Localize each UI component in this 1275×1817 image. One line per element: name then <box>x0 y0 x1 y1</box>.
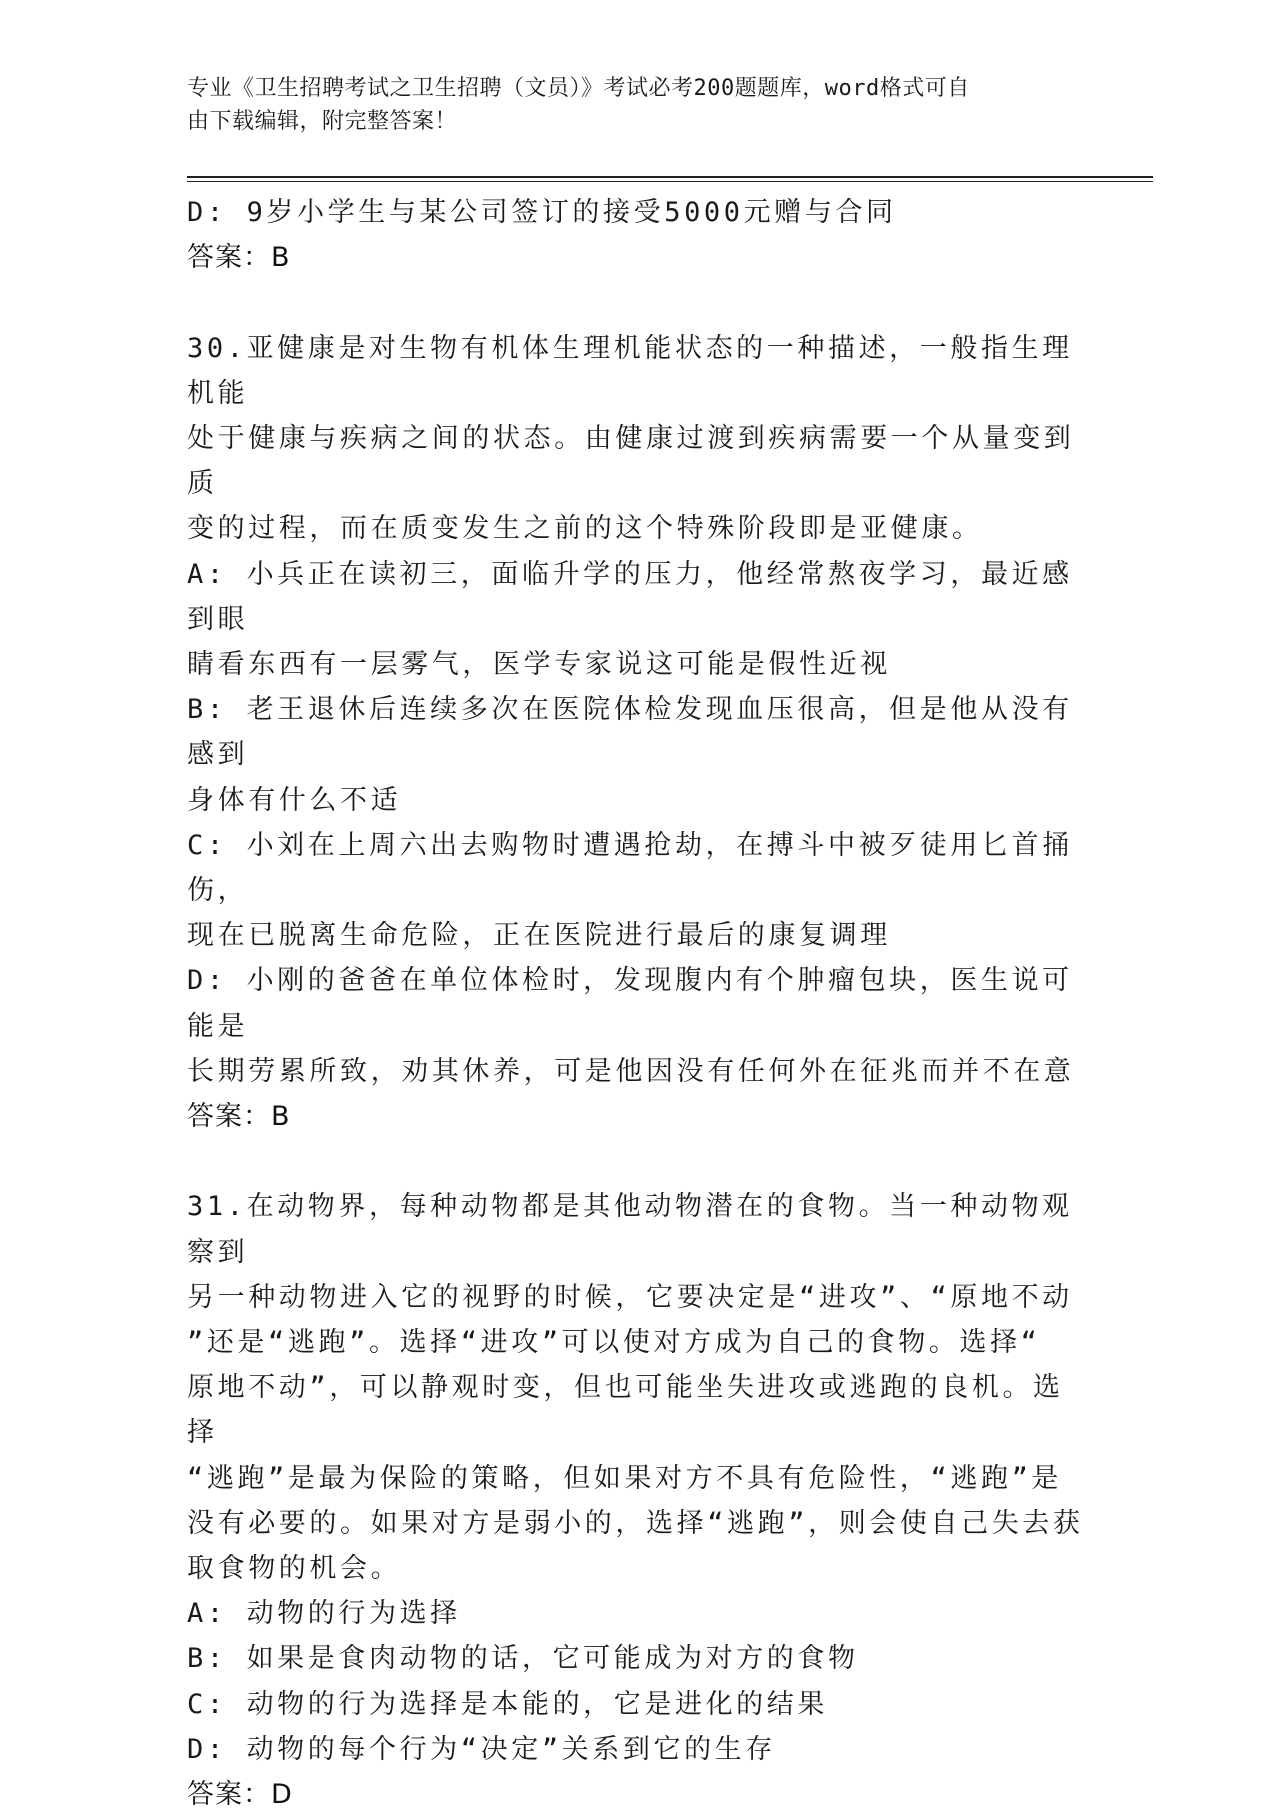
question-stem-line: 变的过程，而在质变发生之前的这个特殊阶段即是亚健康。 <box>187 513 983 545</box>
option-b: B: 老王退休后连续多次在医院体检发现血压很高，但是他从没有感到 <box>187 694 1073 771</box>
question-31 <box>187 1184 1087 1817</box>
question-spacer <box>187 280 1087 325</box>
answer-line: 答案：B <box>187 1101 291 1133</box>
option-d: D: 9岁小学生与某公司签订的接受5000元赠与合同 <box>187 197 897 228</box>
option-d-cont: 长期劳累所致，劝其休养，可是他因没有任何外在征兆而并不在意 <box>187 1055 1075 1087</box>
document-header <box>187 72 1067 138</box>
option-c-cont: 现在已脱离生命危险，正在医院进行最后的康复调理 <box>187 920 891 952</box>
option-b: B: 如果是食肉动物的话，它可能成为对方的食物 <box>187 1643 859 1675</box>
option-a: A: 小兵正在读初三，面临升学的压力，他经常熬夜学习，最近感到眼 <box>187 558 1073 635</box>
question-stem-line: 30.亚健康是对生物有机体生理机能状态的一种描述，一般指生理机能 <box>187 332 1073 409</box>
header-title-line-2: 由下载编辑，附完整答案！ <box>187 109 458 134</box>
header-rule-thin <box>187 181 1153 182</box>
header-title-line-1: 专业《卫生招聘考试之卫生招聘（文员）》考试必考200题题库，word格式可自 <box>187 76 970 101</box>
option-a-cont: 睛看东西有一层雾气，医学专家说这可能是假性近视 <box>187 649 891 681</box>
answer-line: 答案：D <box>187 1779 293 1811</box>
question-stem-line: 没有必要的。如果对方是弱小的，选择“逃跑”，则会使自己失去获 <box>187 1507 1084 1539</box>
option-b-cont: 身体有什么不适 <box>187 784 402 816</box>
document-body <box>187 190 1087 1817</box>
question-stem-line: “逃跑”是最为保险的策略，但如果对方不具有危险性，“逃跑”是 <box>187 1462 1063 1494</box>
question-spacer <box>187 1139 1087 1184</box>
option-d: D: 小刚的爸爸在单位体检时，发现腹内有个肿瘤包块，医生说可能是 <box>187 965 1073 1042</box>
answer-line: 答案：B <box>187 242 291 274</box>
header-rule-thick <box>187 176 1153 178</box>
question-30 <box>187 326 1087 1140</box>
question-stem-line: 31.在动物界，每种动物都是其他动物潜在的食物。当一种动物观察到 <box>187 1191 1073 1268</box>
question-stem-line: 处于健康与疾病之间的状态。由健康过渡到疾病需要一个从量变到质 <box>187 423 1075 500</box>
option-c: C: 动物的行为选择是本能的，它是进化的结果 <box>187 1688 828 1720</box>
question-stem-line: 原地不动”，可以静观时变，但也可能坐失进攻或逃跑的良机。选择 <box>187 1372 1064 1449</box>
question-stem-line: 取食物的机会。 <box>187 1553 402 1585</box>
question-stem-line: 另一种动物进入它的视野的时候，它要决定是“进攻”、“原地不动 <box>187 1281 1073 1313</box>
option-d: D: 动物的每个行为“决定”关系到它的生存 <box>187 1733 776 1765</box>
option-c: C: 小刘在上周六出去购物时遭遇抢劫，在搏斗中被歹徒用匕首捅伤， <box>187 829 1073 907</box>
previous-question-tail <box>187 190 1087 280</box>
question-stem-line: ”还是“逃跑”。选择“进攻”可以使对方成为自己的食物。选择“ <box>187 1327 1041 1359</box>
option-a: A: 动物的行为选择 <box>187 1598 461 1630</box>
